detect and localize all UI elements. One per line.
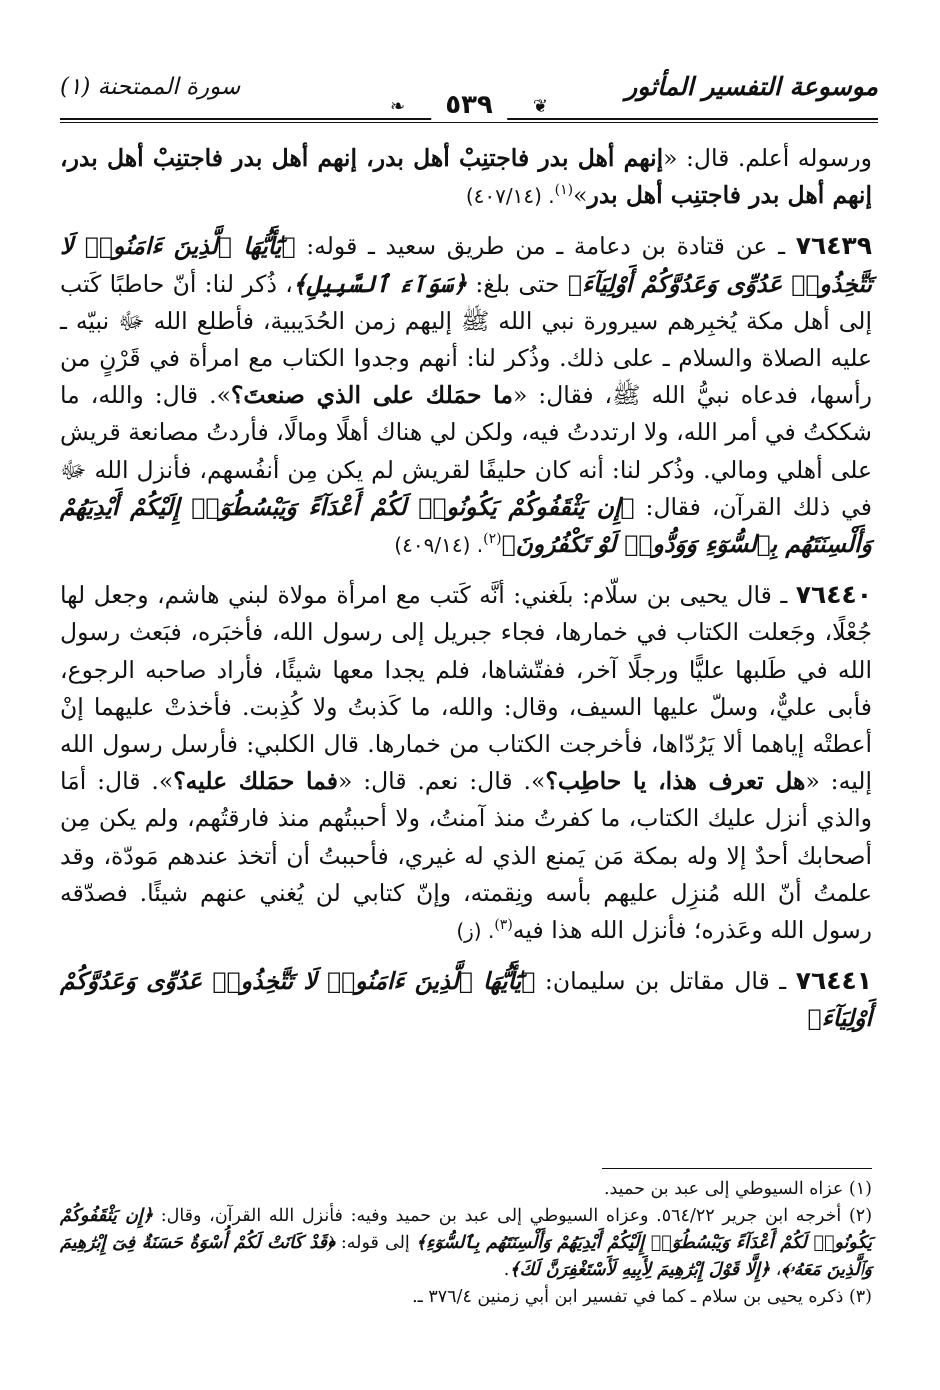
quran-verse: ﴿يَٰٓأَيُّهَا ٱلَّذِينَ ءَامَنُوا۟ لَا تَتَّخِذُوا۟ عَدُوِّى وَعَدُوَّكُمْ أَوْلِيَآءَ﴾ — [60, 232, 872, 298]
page-number: ٥٣٩ — [431, 90, 507, 120]
surah-title: سورة الممتحنة (١) — [60, 74, 241, 100]
quran-verse: ﴿إِن يَثْقَفُوكُمْ يَكُونُوا۟ لَكُمْ أَعْدَآءً وَيَبْسُطُوٓا۟ إِلَيْكُمْ أَيْدِيَهُمْ وَأَلْسِنَتَهُم بِٱلسُّوٓءِ وَوَدُّوا۟ لَوْ تَكْفُرُونَ﴾ — [60, 492, 872, 559]
reference: . (٤٠٧/١٤) — [465, 184, 555, 209]
ornament-icon: ❦ — [532, 96, 548, 117]
entry-number: ٧٦٤٤١ — [795, 966, 872, 996]
ornament-icon: ❧ — [390, 96, 406, 117]
narration-entry: ٧٦٤٤١ ـ قال مقاتل بن سليمان: ﴿يَٰٓأَيُّهَا ٱلَّذِينَ ءَامَنُوا۟ لَا تَتَّخِذُوا۟ عَدُوِّى وَعَدُوَّكُمْ أَوْلِيَآءَ﴾ — [60, 966, 872, 1033]
footnote: (١) عزاه السيوطي إلى عبد بن حميد. — [603, 1179, 872, 1199]
quran-verse: ﴿إِن يَثْقَفُوكُمْ يَكُونُوا۟ لَكُمْ أَعْدَآءً وَيَبْسُطُوٓا۟ إِلَيْكُمْ أَيْدِيَهُمْ وَأَلْسِنَتَهُم بِٱلسُّوٓءِ﴾ — [60, 1206, 872, 1253]
entry-number: ٧٦٤٣٩ — [795, 231, 872, 261]
hadith-quote: ما حمَلك على الذي صنعتَ؟ — [230, 381, 513, 410]
reference: . (ز) — [456, 919, 495, 944]
footnote-marker[interactable]: (٣) — [494, 917, 513, 934]
footnote: (٢) أخرجه ابن جرير ٥٦٤/٢٢. وعزاه السيوطي إلى عبد بن حميد وفيه: فأنزل الله القرآن، وقال: ﴿إِن يَثْقَفُوكُمْ يَكُونُوا۟ لَكُمْ أَعْدَآءً وَيَبْسُطُوٓا۟ إِلَيْكُمْ أَيْدِيَهُمْ وَأَلْسِنَتَهُم بِٱلسُّوٓءِ﴾ إلى قوله: ﴿قَدْ كَانَتْ لَكُمْ أُسْوَةٌ حَسَنَةٌ فِىٓ إِبْرَٰهِيمَ وَٱلَّذِينَ مَعَهُۥ﴾، ﴿إِلَّا قَوْلَ إِبْرَٰهِيمَ لِأَبِيهِ لَأَسْتَغْفِرَنَّ لَكَ﴾. — [60, 1206, 873, 1280]
entry-number: ٧٦٤٤٠ — [795, 580, 872, 610]
narration-entry: ٧٦٤٣٩ ـ عن قتادة بن دعامة ـ من طريق سعيد ـ قوله: ﴿يَٰٓأَيُّهَا ٱلَّذِينَ ءَامَنُوا۟ لَا تَتَّخِذُوا۟ عَدُوِّى وَعَدُوَّكُمْ أَوْلِيَآءَ﴾ حتى بلغ: ﴿سَوَآءَ ٱلسَّبِيلِ﴾، ذُكر لنا: أنّ حاطبًا كَتب إلى أهل مكة يُخبِرهم سيرورة نبي الله ﷺ إليهم زمن الحُدَيبية، فأطلع الله ﷻ نبيّه ـ عليه الصلاة والسلام ـ على ذلك. وذُكر لنا: أنهم وجدوا الكتاب مع امرأة في قَرْنٍ من رأسها، فدعاه نبيُّ الله ﷺ، فقال: «ما حمَلك على الذي صنعتَ؟». قال: والله، ما شككتُ في أمر الله، ولا ارتددتُ فيه، ولكن لي هناك أهلًا ومالًا، فأردتُ مصانعة قريش على أهلي ومالي. وذُكر لنا: أنه كان حليفًا لقريش لم يكن مِن أنفُسهم، فأنزل الله ﷻ في ذلك القرآن، فقال: ﴿إِن يَثْقَفُوكُمْ يَكُونُوا۟ لَكُمْ أَعْدَآءً وَيَبْسُطُوٓا۟ إِلَيْكُمْ أَيْدِيَهُمْ وَأَلْسِنَتَهُم بِٱلسُّوٓءِ وَوَدُّوا۟ لَوْ تَكْفُرُونَ﴾$^{(٢)}$. (٤٠٩/١٤) — [60, 231, 873, 559]
quran-verse: ﴿إِلَّا قَوْلَ إِبْرَٰهِيمَ لِأَبِيهِ لَأَسْتَغْفِرَنَّ لَكَ﴾ — [509, 1260, 771, 1280]
footnotes — [60, 1176, 872, 1311]
quran-verse: ﴿يَٰٓأَيُّهَا ٱلَّذِينَ ءَامَنُوا۟ لَا تَتَّخِذُوا۟ عَدُوِّى وَعَدُوَّكُمْ أَوْلِيَآءَ﴾ — [60, 967, 872, 1033]
paragraph: ورسوله أعلم. قال: «إنهم أهل بدر فاجتنِبْ أهل بدر، إنهم أهل بدر فاجتنِبْ أهل بدر، إنهم أهل بدر فاجتنِب أهل بدر»$^{(١)}$. (٤٠٧/١٤) — [60, 144, 872, 210]
footnote-separator — [602, 1168, 872, 1169]
footnote-marker[interactable]: (١) — [554, 182, 574, 199]
quran-verse: ﴿سَوَآءَ ٱلسَّبِيلِ﴾ — [292, 269, 468, 298]
hadith-quote: هل تعرف هذا، يا حاطِب؟ — [545, 767, 806, 796]
work-title: موسوعة التفسير المأثور — [625, 72, 878, 101]
footnote-marker[interactable]: (٢) — [483, 531, 502, 548]
reference: . (٤٠٩/١٤) — [394, 533, 484, 558]
running-header — [60, 66, 878, 126]
narration-entry: ٧٦٤٤٠ ـ قال يحيى بن سلّام: بلَغني: أنَّه كَتب مع امرأة مولاة لبني هاشم، وجعل لها جُعْلًا، وجَعلت الكتاب في خمارها، فجاء جبريل إلى رسول الله، فأخبَره، فبَعث رسول الله في طَلبها عليًّا ورجلًا آخر، ففتّشاها، فلم يجدا معها شيئًا، فأراد صاحبه الرجوع، فأبى عليٌّ، وسلّ عليها السيف، وقال: والله، ما كَذبتُ ولا كُذِبت. فأخذتْ عليهما إنْ أعطتْه إياهما ألا يَرُدّاها، فأخرجت الكتاب من خمارها. قال الكلبي: فأرسل رسول الله إليه: «هل تعرف هذا، يا حاطِب؟». قال: نعم. قال: «فما حمَلك عليه؟». قال: أمَا والذي أنزل عليك الكتاب، ما كفرتُ منذ آمنتُ، ولا أحببتُهم منذ فارقتُهم، ولم يكن مِن أصحابك أحدٌ إلا وله بمكة مَن يَمنع الذي له غيري، فأحببتُ أن أتخذ عندهم مَودّة، وقد علمتُ أنّ الله مُنزِل عليهم بأسه ونِقمته، وإنّ كتابي لن يُغني عنهم شيئًا. فصدّقه رسول الله وعَذره؛ فأنزل الله هذا فيه$^{(٣)}$. (ز) — [60, 580, 872, 945]
footnote: (٣) ذكره يحيى بن سلام ـ كما في تفسير ابن أبي زمنين ٣٧٦/٤ ـ. — [412, 1287, 872, 1307]
quran-verse: ﴿قَدْ كَانَتْ لَكُمْ أُسْوَةٌ حَسَنَةٌ فِىٓ إِبْرَٰهِيمَ وَٱلَّذِينَ مَعَهُۥ﴾ — [60, 1233, 872, 1280]
hadith-quote: فما حمَلك عليه؟ — [173, 767, 338, 796]
main-text — [60, 140, 872, 1038]
hadith-quote: إنهم أهل بدر فاجتنِبْ أهل بدر، إنهم أهل بدر فاجتنِبْ أهل بدر، إنهم أهل بدر فاجتنِب أهل بدر — [60, 144, 872, 210]
